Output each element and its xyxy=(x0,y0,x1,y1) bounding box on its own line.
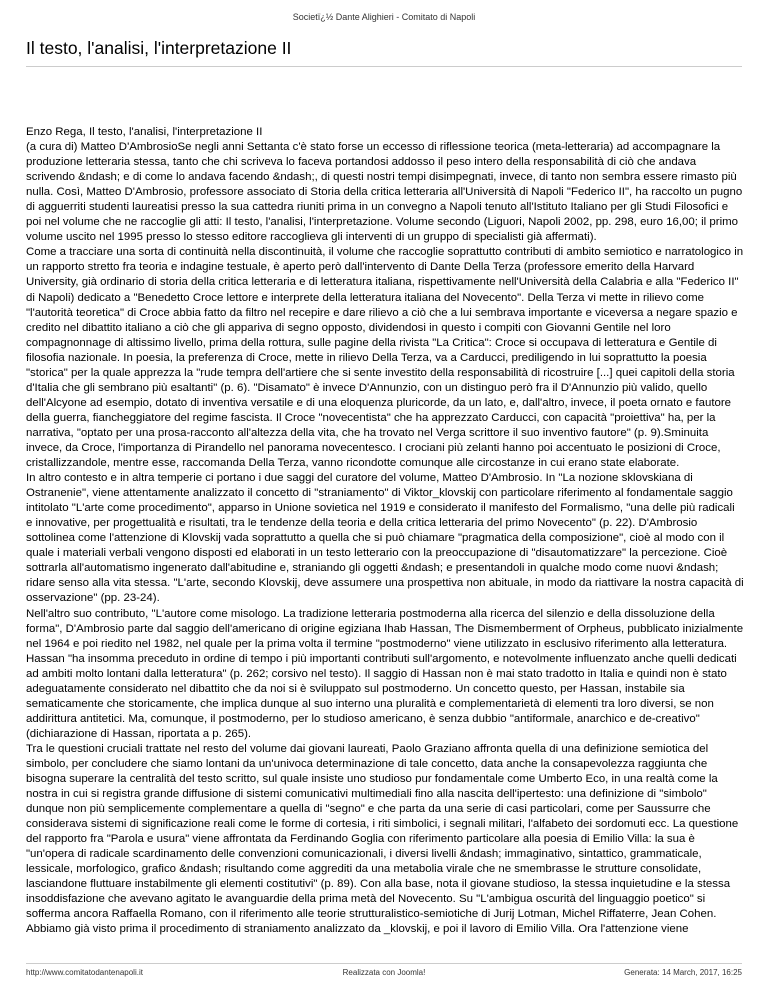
page-footer xyxy=(26,965,742,979)
page-title: Il testo, l'analisi, l'interpretazione II xyxy=(26,38,292,58)
article-body xyxy=(26,125,744,953)
footer-url-link[interactable]: http://www.comitatodantenapoli.it xyxy=(26,968,143,977)
article-paragraph: Tra le questioni cruciali trattate nel resto del volume dai giovani laureati, Paolo Graziano affronta quella di una definizione semiotica del simbolo, per concludere che siamo lontani da un'univoca determinazione di tale concetto, data anche la consapevolezza raggiunta che bisogna superare la centralità del testo scritto, sul quale insiste uno studioso pur fondamentale come Umberto Eco, in una realtà come la nostra in cui si registra grande diffusione di sistemi comunicativi multimediali fino alla nascita dell'ipertesto: una definizione di "simbolo" dunque non più semplicemente complementare a quella di "segno" e che parta da una serie di casi particolari, come per Saussurre che considerava sistemi di significazione reali come le forme di cortesia, i riti simbolici, i segnali militari, l'alfabeto dei sordomuti ecc. La questione del rapporto fra "Parola e usura" viene affrontata da Ferdinando Goglia con riferimento particolare alla poesia di Emilio Villa: la sua è "un'opera di radicale scardinamento delle convenzioni comunicazionali, i diversi livelli &ndash; immaginativo, sintattico, grammaticale, lessicale, morfologico, grafico &ndash; risultando come aggrediti da una metabolia virale che ne smembrasse le strutture consolidate, lasciandone fluttuare instabilmente gli elementi costitutivi" (p. 89). Con alla base, nota il giovane studioso, la stessa inquietudine e la stessa insoddisfazione che avevano agitato le avanguardie della prima metà del Novecento. Su "L'ambigua oscurità del linguaggio poetico" si sofferma ancora Raffaella Romano, con il riferimento alle teorie strutturalistico-semiotiche di Jurij Lotman, Michel Riffaterre, Jean Cohen. Abbiamo già visto prima il procedimento di straniamento analizzato da _klovskij, e poi il lavoro di Emilio Villa. Ora l'attenzione viene xyxy=(26,742,739,936)
page-header-site-name: Societï¿½ Dante Alighieri - Comitato di Napoli xyxy=(292,12,476,22)
article-paragraph: Come a tracciare una sorta di continuità nella discontinuità, il volume che raccoglie soprattutto contributi di ambito semiotico e narratologico in un rapporto stretto fra teoria e indagine testuale, è aperto però dall'intervento di Dante Della Terza (professore emerito della Harvard University, già ordinario di storia della critica letteraria e di letteratura italiana, rispettivamente nell'Università della Calabria e alla "Federico II" di Napoli) dedicato a "Benedetto Croce lettore e interprete della letteratura italiana del Novecento". Della Terza vi mette in rilievo come "l'autorità teoretica" di Croce abbia fatto da filtro nel recepire e dare rilievo a ciò che a lui sembrava importante e viceversa a negare spazio e credito nel dibattito italiano a ciò che gli appariva di segno opposto, dividendosi in questo i compiti con Giovanni Gentile nel loro compagnonnage di altissimo livello, prima della rottura, sulle pagine della rivista "La Critica": Croce si occupava di letteratura e Gentile di filosofia nazionale. In poesia, la preferenza di Croce, mette in rilievo Della Terza, va a Carducci, prediligendo in lui soprattutto la poesia "storica" per la quale apprezza la "rude tempra dell'artiere che si sente investito della responsabilità di ricostruire [...] quei capitoli della storia d'Italia che gli sembrano più esaltanti" (p. 6). "Disamato" è invece D'Annunzio, con un distinguo però fra il D'Annunzio più valido, quello dell'Alcyone ad esempio, dotato di inventiva versatile e di una eloquenza pluricorde, da un lato, e, dall'altro, invece, il poeta ornato e fautore della guerra, fiancheggiatore del regime fascista. Il Croce "novecentista" che ha apprezzato Carducci, con capacità "proiettiva" ha, per la narrativa, "optato per una prosa-racconto all'altezza della vita, che ha trovato nel Verga scrittore il suo inventivo fautore" (p. 9).Sminuita invece, da Croce, l'importanza di Pirandello nel panorama novecentesco. I crociani più zelanti hanno poi accentuato le posizioni di Croce, cristallizzandole, mentre esse, raccomanda Della Terza, vanno ricondotte comunque alle circostanze in cui erano state elaborate. xyxy=(26,246,744,470)
title-divider xyxy=(26,66,742,67)
footer-credit: Realizzata con Joomla! xyxy=(342,968,426,977)
article-paragraph: Enzo Rega, Il testo, l'analisi, l'interpretazione II xyxy=(26,126,263,138)
article-paragraph: Nell'altro suo contributo, "L'autore come misologo. La tradizione letteraria postmoderna alla ricerca del silenzio e della dissoluzione della forma", D'Ambrosio parte dal saggio dell'americano di origine egiziana Ihab Hassan, The Dismemberment of Orpheus, pubblicato inizialmente nel 1964 e poi riedito nel 1982, nel quale per la prima volta il termine "postmoderno" viene utilizzato in esclusivo riferimento alla letteratura. Hassan "ha insomma preceduto in ordine di tempo i più importanti contributi sull'argomento, e notevolmente influenzato anche quelli dedicati ad ambiti molto lontani dalla letteratura" (p. 262; corsivo nel testo). Il saggio di Hassan non è mai stato tradotto in Italia e quindi non è stato adeguatamente considerato nel dibattito che da noi si è sviluppato sul postmoderno. Un concetto questo, per Hassan, instabile sia sematicamente che storicamente, che implica dunque al suo interno una pluralità e complementarietà di elementi tra loro diversi, se non addirittura antitetici. Ma, comunque, il postmoderno, per lo studioso americano, è senza dubbio "antiformale, anarchico e de-creativo" (dichiarazione di Hassan, riportata a p. 265). xyxy=(26,607,744,740)
article-paragraph: In altro contesto e in altra temperie ci portano i due saggi del curatore del volume, Matteo D'Ambrosio. In "La nozione sklovskiana di Ostranenie", viene attentamente analizzato il concetto di "straniamento" di Viktor_klovskij con particolare riferimento al fondamentale saggio intitolato "L'arte come procedimento", apparso in Unione sovietica nel 1919 e considerato il manifesto del Formalismo, "una delle più radicali e innovative, per progettualità e risultati, tra le tendenze della teoria e della critica letteraria del primo Novecento" (p. 22). D'Ambrosio sottolinea come l'attenzione di Klovskij vada soprattutto a quella che si può chiamare "pragmatica della composizione", cioè al modo con il quale i materiali verbali vengono disposti ed elaborati in un testo letterario con la preoccupazione di "disautomatizzare" la percezione. Cioè sottrarla all'automatismo ingenerato dall'abitudine e, straniando gli oggetti &ndash; e presentandoli in qualche modo come nuovi &ndash; ridare senso alla vita stessa. "L'arte, secondo Klovskij, deve assumere una prospettiva non abituale, in modo da riattivare la nostra capacità di osservazione" (pp. 23-24). xyxy=(26,472,744,605)
article-paragraph: (a cura di) Matteo D'AmbrosioSe negli anni Settanta c'è stato forse un eccesso di riflessione teorica (meta-letteraria) ad accompagnare la produzione letteraria stessa, tanto che chi scriveva lo faceva portandosi addosso il peso intero della responsabilità di ciò che andava scrivendo &ndash; e di come lo andava facendo &ndash;, di questi nostri tempi disimpegnati, invece, di tanto non sembra essere rimasto più nulla. Così, Matteo D'Ambrosio, professore associato di Storia della critica letteraria all'Università di Napoli "Federico II", ha raccolto un pugno di agguerriti studenti laureatisi presso la sua cattedra riuniti prima in un convegno a Napoli tenuto all'Istituto Italiano per gli Studi Filosofici e poi nel volume che ne raccoglie gli atti: Il testo, l'analisi, l'interpretazione. Volume secondo (Liguori, Napoli 2002, pp. 298, euro 16,00; il primo volume uscito nel 1995 presso lo stesso editore raccoglieva gli interventi di un gruppo di specialisti già affermati). xyxy=(26,141,743,244)
footer-divider xyxy=(26,963,742,964)
footer-generated-date: Generata: 14 March, 2017, 16:25 xyxy=(624,968,742,977)
